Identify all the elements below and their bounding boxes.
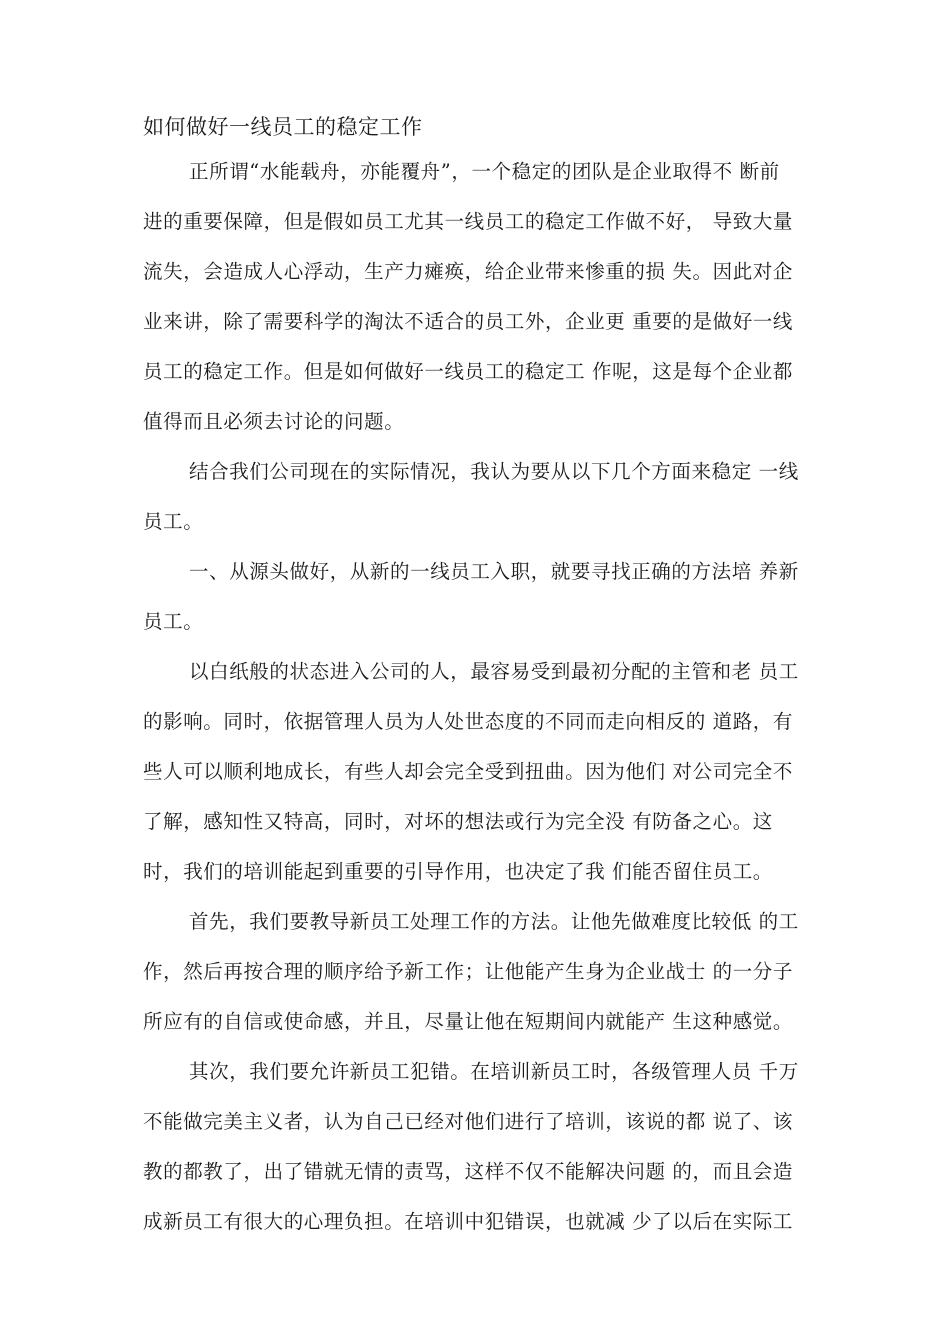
paragraph-line: 员工的稳定工作。但是如何做好一线员工的稳定工 作呢，这是每个企业都 [143,360,793,383]
paragraph-line: 的影响。同时，依据管理人员为人处世态度的不同而走向相反的 道路，有 [143,710,793,733]
paragraph-line: 员工。 [143,510,204,533]
paragraph-line: 作，然后再按合理的顺序给予新工作；让他能产生身为企业战士 的一分子 [143,960,793,983]
paragraph-line: 不能做完美主义者，认为自己已经对他们进行了培训，该说的都 说了、该 [143,1110,793,1133]
paragraph-line: 了解，感知性又特高，同时，对坏的想法或行为完全没 有防备之心。这 [143,810,773,833]
paragraph-line: 时，我们的培训能起到重要的引导作用，也决定了我 们能否留住员工。 [143,860,773,883]
paragraph-line: 成新员工有很大的心理负担。在培训中犯错误，也就减 少了以后在实际工 [143,1210,793,1233]
paragraph-line: 值得而且必须去讨论的问题。 [143,410,405,433]
paragraph-line: 所应有的自信或使命感，并且，尽量让他在短期间内就能产 生这种感觉。 [143,1010,793,1033]
paragraph-line: 首先，我们要教导新员工处理工作的方法。让他先做难度比较低 的工 [189,910,799,933]
paragraph-line: 正所谓“水能载舟，亦能覆舟”，一个稳定的团队是企业取得不 断前 [189,160,780,183]
paragraph-line: 教的都教了，出了错就无情的责骂，这样不仅不能解决问题 的，而且会造 [143,1160,793,1183]
paragraph-line: 业来讲，除了需要科学的淘汰不适合的员工外，企业更 重要的是做好一线 [143,310,793,333]
paragraph-line: 进的重要保障，但是假如员工尤其一线员工的稳定工作做不好， 导致大量 [143,210,793,233]
paragraph-line: 些人可以顺利地成长，有些人却会完全受到扭曲。因为他们 对公司完全不 [143,760,793,783]
document-title: 如何做好一线员工的稳定工作 [143,115,423,139]
paragraph-line: 流失，会造成人心浮动，生产力瘫痪，给企业带来惨重的损 失。因此对企 [143,260,793,283]
paragraph-line: 其次，我们要允许新员工犯错。在培训新员工时，各级管理人员 千万 [189,1060,799,1083]
paragraph-line: 以白纸般的状态进入公司的人，最容易受到最初分配的主管和老 员工 [189,660,799,683]
section-heading-line: 一、从源头做好，从新的一线员工入职，就要寻找正确的方法培 养新 [189,560,799,583]
paragraph-line: 结合我们公司现在的实际情况，我认为要从以下几个方面来稳定 一线 [189,460,799,483]
section-heading-line: 员工。 [143,610,204,633]
